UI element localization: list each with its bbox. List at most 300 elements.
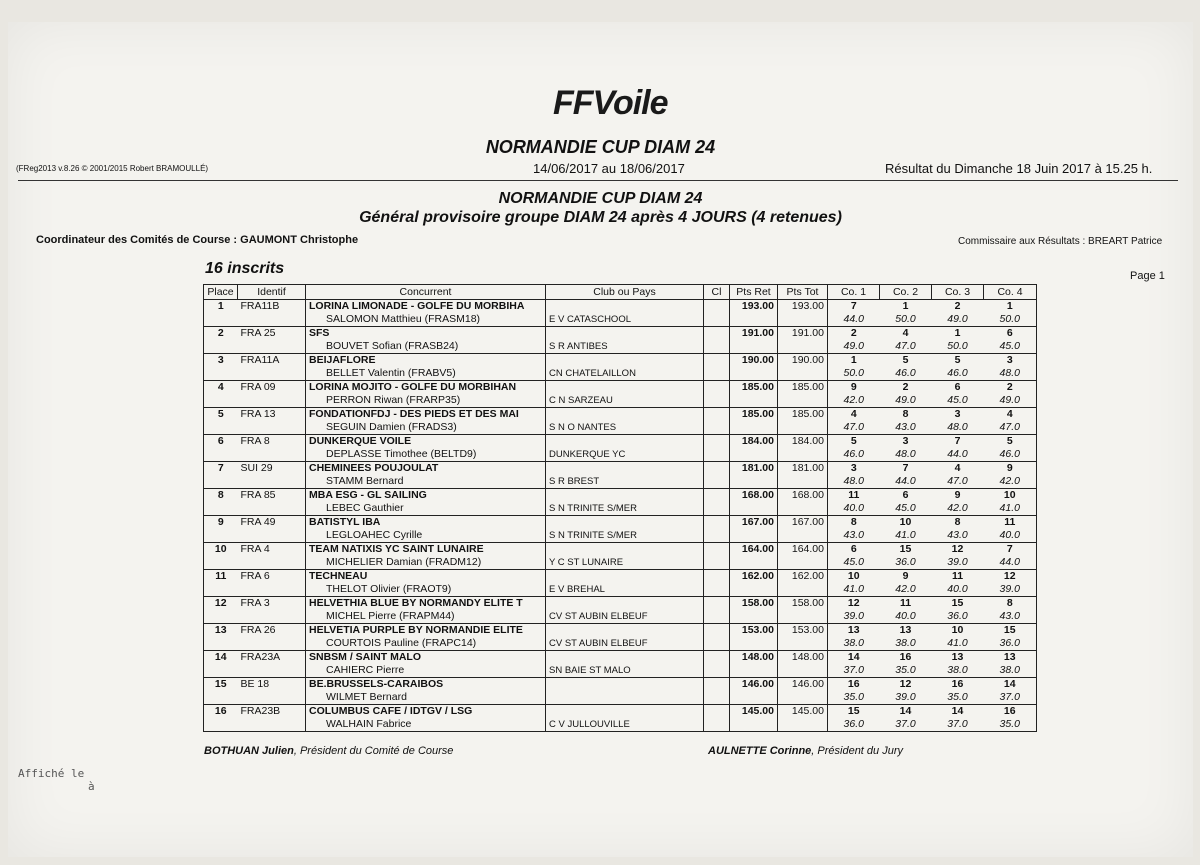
cl-cell: [704, 300, 730, 314]
jury-signature: AULNETTE Corinne, Président du Jury: [708, 745, 903, 757]
boat-name-cell: SNBSM / SAINT MALO: [306, 651, 546, 665]
place-cell-blank: [204, 529, 238, 543]
pts-tot-blank: [778, 340, 828, 354]
co3-points: 37.0: [932, 718, 984, 732]
entries-count: 16 inscrits: [205, 260, 285, 277]
skipper-cell: LEGLOAHEC Cyrille: [306, 529, 546, 543]
identif-cell: FRA 09: [238, 381, 306, 395]
pts-ret-blank: [730, 475, 778, 489]
co4-rank: 16: [984, 705, 1037, 719]
club-cell: Y C ST LUNAIRE: [546, 556, 704, 570]
pts-tot-blank: [778, 664, 828, 678]
club-cell-top: [546, 678, 704, 692]
co4-points: 42.0: [984, 475, 1037, 489]
skipper-cell: MICHEL Pierre (FRAPM44): [306, 610, 546, 624]
cl-cell-blank: [704, 691, 730, 705]
co1-points: 49.0: [843, 340, 864, 352]
skipper-cell: WILMET Bernard: [306, 691, 546, 705]
co3-points: 48.0: [947, 421, 968, 433]
pts-ret-cell: 184.00: [730, 435, 778, 449]
co2-rank: 12: [880, 678, 932, 692]
co4-points: 37.0: [984, 691, 1037, 705]
identif-cell: FRA 13: [238, 408, 306, 422]
boat-name-cell: COLUMBUS CAFE / IDTGV / LSG: [306, 705, 546, 719]
place-cell-blank: [204, 664, 238, 678]
pts-tot-blank: [778, 637, 828, 651]
cl-cell: [704, 327, 730, 341]
co2-points: 37.0: [880, 718, 932, 732]
club-cell-top: [546, 381, 704, 395]
co2-rank: 10: [880, 516, 932, 530]
skipper-cell: STAMM Bernard: [306, 475, 546, 489]
skipper-cell: BOUVET Sofian (FRASB24): [306, 340, 546, 354]
pts-ret-cell: 185.00: [730, 381, 778, 395]
co3-points: 42.0: [947, 502, 968, 514]
club-cell-top: [546, 354, 704, 368]
pts-ret-cell: 185.00: [730, 408, 778, 422]
co4-rank: 6: [984, 327, 1037, 341]
co2-points: 44.0: [895, 475, 916, 487]
co4-points: 43.0: [984, 610, 1037, 624]
skipper-cell: LEBEC Gauthier: [306, 502, 546, 516]
table-header: [204, 285, 1037, 300]
club-cell-top: [546, 705, 704, 719]
co1-rank: 14: [828, 651, 880, 665]
co1-rank: 5: [828, 435, 880, 449]
co3-points: 47.0: [947, 475, 968, 487]
identif-cell-blank: [238, 340, 306, 354]
table-row-detail: [204, 475, 1037, 489]
pts-ret-cell: 164.00: [730, 543, 778, 557]
co2-points: 35.0: [895, 664, 916, 676]
place-cell: 9: [204, 516, 238, 530]
co3-points: 44.0: [947, 448, 968, 460]
co4-points: 45.0: [984, 340, 1037, 354]
cl-cell-blank: [704, 394, 730, 408]
co4-rank: 3: [984, 354, 1037, 368]
cl-cell: [704, 489, 730, 503]
co3-rank: 1: [932, 327, 984, 341]
co1-rank: 9: [828, 381, 880, 395]
cl-cell: [704, 516, 730, 530]
co3-points: 40.0: [947, 583, 968, 595]
co2-rank: 14: [880, 705, 932, 719]
identif-cell-blank: [238, 664, 306, 678]
co1-rank: 12: [828, 597, 880, 611]
cl-cell: [704, 435, 730, 449]
table-row-detail: [204, 394, 1037, 408]
table-row: [204, 354, 1037, 368]
co1-rank: 1: [828, 354, 880, 368]
co2-points: 36.0: [895, 556, 916, 568]
co2-rank: 9: [880, 570, 932, 584]
pts-ret-blank: [730, 529, 778, 543]
co1-points: 36.0: [828, 718, 880, 732]
co4-rank: 10: [984, 489, 1037, 503]
co2-points: 49.0: [895, 394, 916, 406]
identif-cell: BE 18: [238, 678, 306, 692]
identif-cell-blank: [238, 502, 306, 516]
club-cell: SN BAIE ST MALO: [546, 664, 704, 678]
col-co4: Co. 4: [984, 285, 1037, 300]
co1-points: 38.0: [843, 637, 864, 649]
pts-ret-blank: [730, 394, 778, 408]
table-row: [204, 327, 1037, 341]
skipper-cell: MICHELIER Damian (FRADM12): [306, 556, 546, 570]
place-cell-blank: [204, 556, 238, 570]
cl-cell-blank: [704, 637, 730, 651]
col-co2: Co. 2: [880, 285, 932, 300]
pts-tot-blank: [778, 718, 828, 732]
pts-tot-cell: 185.00: [778, 381, 828, 395]
pts-ret-blank: [730, 421, 778, 435]
identif-cell-blank: [238, 421, 306, 435]
co3-rank: 12: [932, 543, 984, 557]
co3-points: 46.0: [947, 367, 968, 379]
identif-cell-blank: [238, 718, 306, 732]
co4-rank: 11: [984, 516, 1037, 530]
co1-points: 47.0: [843, 421, 864, 433]
table-row: [204, 597, 1037, 611]
co3-points: 41.0: [947, 637, 968, 649]
place-cell: 14: [204, 651, 238, 665]
pts-tot-blank: [778, 367, 828, 381]
co3-rank: 10: [932, 624, 984, 638]
co1-points: 43.0: [843, 529, 864, 541]
table-row: [204, 651, 1037, 665]
cl-cell: [704, 570, 730, 584]
pts-ret-blank: [730, 313, 778, 327]
co2-points: 45.0: [895, 502, 916, 514]
co3-rank: 4: [932, 462, 984, 476]
club-cell: DUNKERQUE YC: [546, 448, 704, 462]
table-row: [204, 705, 1037, 719]
results-sheet: [8, 22, 1193, 857]
co2-points: 38.0: [895, 637, 916, 649]
table-row-detail: [204, 610, 1037, 624]
co3-rank: 5: [932, 354, 984, 368]
identif-cell: FRA11A: [238, 354, 306, 368]
table-row: [204, 462, 1037, 476]
pts-ret-blank: [730, 610, 778, 624]
col-cl: Cl: [704, 285, 730, 300]
cl-cell-blank: [704, 313, 730, 327]
co2-points: 48.0: [895, 448, 916, 460]
co2-points: 39.0: [895, 691, 916, 703]
pts-ret-blank: [730, 502, 778, 516]
table-row: [204, 381, 1037, 395]
table-row: [204, 408, 1037, 422]
club-cell: C V JULLOUVILLE: [546, 718, 704, 732]
co1-rank: 13: [828, 624, 880, 638]
pts-tot-cell: 181.00: [778, 462, 828, 476]
co1-points: 45.0: [843, 556, 864, 568]
co3-rank: 9: [932, 489, 984, 503]
place-cell: 10: [204, 543, 238, 557]
identif-cell-blank: [238, 313, 306, 327]
skipper-cell: WALHAIN Fabrice: [306, 718, 546, 732]
pts-tot-blank: [778, 610, 828, 624]
table-row-detail: [204, 637, 1037, 651]
identif-cell-blank: [238, 637, 306, 651]
table-row-detail: [204, 556, 1037, 570]
identif-cell-blank: [238, 367, 306, 381]
co3-points: 39.0: [947, 556, 968, 568]
boat-name-cell: HELVETHIA BLUE BY NORMANDY ELITE T: [306, 597, 546, 611]
co1-points: 44.0: [843, 313, 864, 325]
cl-cell: [704, 597, 730, 611]
club-cell-top: [546, 543, 704, 557]
co4-points: 40.0: [984, 529, 1037, 543]
boat-name-cell: HELVETIA PURPLE BY NORMANDIE ELITE: [306, 624, 546, 638]
results-subtitle: Général provisoire groupe DIAM 24 après 4 JOURS (4 retenues): [359, 209, 842, 226]
co2-rank: 6: [880, 489, 932, 503]
pts-ret-blank: [730, 367, 778, 381]
pts-ret-blank: [730, 583, 778, 597]
identif-cell-blank: [238, 610, 306, 624]
place-cell-blank: [204, 448, 238, 462]
cl-cell: [704, 462, 730, 476]
ffvoile-logo: FFVoile: [553, 84, 668, 122]
table-row: [204, 570, 1037, 584]
club-cell-top: [546, 516, 704, 530]
identif-cell-blank: [238, 394, 306, 408]
co4-rank: 2: [984, 381, 1037, 395]
place-cell: 4: [204, 381, 238, 395]
boat-name-cell: TEAM NATIXIS YC SAINT LUNAIRE: [306, 543, 546, 557]
co4-rank: 4: [984, 408, 1037, 422]
identif-cell: FRA 49: [238, 516, 306, 530]
event-dates: 14/06/2017 au 18/06/2017: [533, 161, 685, 176]
place-cell-blank: [204, 313, 238, 327]
identif-cell: FRA 3: [238, 597, 306, 611]
place-cell-blank: [204, 475, 238, 489]
co3-rank: 16: [932, 678, 984, 692]
pts-ret-cell: 181.00: [730, 462, 778, 476]
boat-name-cell: LORINA LIMONADE - GOLFE DU MORBIHA: [306, 300, 546, 314]
co4-rank: 15: [984, 624, 1037, 638]
skipper-cell: BELLET Valentin (FRABV5): [306, 367, 546, 381]
identif-cell-blank: [238, 691, 306, 705]
co1-rank: 4: [828, 408, 880, 422]
divider: [18, 180, 1178, 181]
cl-cell-blank: [704, 421, 730, 435]
club-cell-top: [546, 300, 704, 314]
pts-ret-blank: [730, 691, 778, 705]
pts-tot-cell: 193.00: [778, 300, 828, 314]
page-number: Page 1: [1130, 270, 1165, 282]
identif-cell-blank: [238, 529, 306, 543]
co2-rank: 11: [880, 597, 932, 611]
pts-tot-blank: [778, 394, 828, 408]
results-commissioner: Commissaire aux Résultats : BREART Patrice: [958, 236, 1163, 247]
co2-rank: 15: [880, 543, 932, 557]
identif-cell: FRA23A: [238, 651, 306, 665]
skipper-cell: SEGUIN Damien (FRADS3): [306, 421, 546, 435]
co1-points: 41.0: [843, 583, 864, 595]
co1-rank: 10: [828, 570, 880, 584]
co4-rank: 9: [984, 462, 1037, 476]
place-cell-blank: [204, 340, 238, 354]
skipper-cell: PERRON Riwan (FRARP35): [306, 394, 546, 408]
table-row-detail: [204, 340, 1037, 354]
club-cell-top: [546, 408, 704, 422]
results-table: [203, 284, 1037, 732]
place-cell: 3: [204, 354, 238, 368]
club-cell-top: [546, 462, 704, 476]
co4-rank: 7: [984, 543, 1037, 557]
place-cell-blank: [204, 637, 238, 651]
co1-points: 35.0: [843, 691, 864, 703]
result-timestamp: Résultat du Dimanche 18 Juin 2017 à 15.25 h.: [885, 161, 1153, 176]
pts-tot-cell: 190.00: [778, 354, 828, 368]
co4-points: 46.0: [984, 448, 1037, 462]
pts-tot-cell: 184.00: [778, 435, 828, 449]
co3-rank: 11: [932, 570, 984, 584]
pts-ret-cell: 146.00: [730, 678, 778, 692]
co3-points: 45.0: [947, 394, 968, 406]
boat-name-cell: BE.BRUSSELS-CARAIBOS: [306, 678, 546, 692]
club-cell: CN CHATELAILLON: [546, 367, 704, 381]
co1-rank: 6: [828, 543, 880, 557]
co3-rank: 2: [932, 300, 984, 314]
co4-points: 36.0: [984, 637, 1037, 651]
club-cell: [546, 691, 704, 705]
cl-cell-blank: [704, 340, 730, 354]
boat-name-cell: DUNKERQUE VOILE: [306, 435, 546, 449]
co1-rank: 15: [828, 705, 880, 719]
co3-rank: 13: [932, 651, 984, 665]
club-cell: E V BREHAL: [546, 583, 704, 597]
pts-ret-cell: 145.00: [730, 705, 778, 719]
place-cell-blank: [204, 610, 238, 624]
identif-cell-blank: [238, 475, 306, 489]
club-cell: S R ANTIBES: [546, 340, 704, 354]
col-concurrent: Concurrent: [306, 285, 546, 300]
table-row-detail: [204, 367, 1037, 381]
table-row-detail: [204, 421, 1037, 435]
identif-cell-blank: [238, 448, 306, 462]
pts-ret-blank: [730, 340, 778, 354]
cl-cell-blank: [704, 664, 730, 678]
identif-cell: FRA 26: [238, 624, 306, 638]
col-place: Place: [204, 285, 238, 300]
place-cell: 12: [204, 597, 238, 611]
co2-rank: 4: [880, 327, 932, 341]
cl-cell-blank: [704, 583, 730, 597]
club-cell-top: [546, 489, 704, 503]
co1-rank: 2: [828, 327, 880, 341]
cl-cell-blank: [704, 556, 730, 570]
identif-cell: FRA 25: [238, 327, 306, 341]
co1-points: 46.0: [843, 448, 864, 460]
co4-points: 44.0: [984, 556, 1037, 570]
results-title: NORMANDIE CUP DIAM 24: [498, 190, 703, 207]
col-co1: Co. 1: [828, 285, 880, 300]
co3-rank: 3: [932, 408, 984, 422]
table-row: [204, 678, 1037, 692]
table-row-detail: [204, 583, 1037, 597]
co1-rank: 8: [828, 516, 880, 530]
co4-points: 41.0: [984, 502, 1037, 516]
club-cell: C N SARZEAU: [546, 394, 704, 408]
club-cell: S N TRINITE S/MER: [546, 529, 704, 543]
boat-name-cell: BATISTYL IBA: [306, 516, 546, 530]
co1-points: 48.0: [843, 475, 864, 487]
race-committee-signature: BOTHUAN Julien, Président du Comité de Course: [204, 745, 454, 757]
identif-cell-blank: [238, 556, 306, 570]
pts-tot-blank: [778, 529, 828, 543]
cl-cell: [704, 705, 730, 719]
co4-rank: 12: [984, 570, 1037, 584]
co2-rank: 1: [880, 300, 932, 314]
co3-rank: 15: [932, 597, 984, 611]
pts-tot-cell: 153.00: [778, 624, 828, 638]
place-cell: 2: [204, 327, 238, 341]
table-row-detail: [204, 448, 1037, 462]
place-cell-blank: [204, 421, 238, 435]
co4-points: 48.0: [984, 367, 1037, 381]
cl-cell-blank: [704, 448, 730, 462]
skipper-cell: SALOMON Matthieu (FRASM18): [306, 313, 546, 327]
boat-name-cell: BEIJAFLORE: [306, 354, 546, 368]
skipper-cell: COURTOIS Pauline (FRAPC14): [306, 637, 546, 651]
boat-name-cell: FONDATIONFDJ - DES PIEDS ET DES MAI: [306, 408, 546, 422]
co4-points: 47.0: [984, 421, 1037, 435]
club-cell: S N O NANTES: [546, 421, 704, 435]
pts-ret-cell: 148.00: [730, 651, 778, 665]
co3-points: 38.0: [947, 664, 968, 676]
cl-cell-blank: [704, 718, 730, 732]
co3-points: 36.0: [947, 610, 968, 622]
cl-cell: [704, 678, 730, 692]
co1-points: 39.0: [843, 610, 864, 622]
co4-rank: 1: [984, 300, 1037, 314]
place-cell: 8: [204, 489, 238, 503]
table-row: [204, 624, 1037, 638]
place-cell-blank: [204, 502, 238, 516]
pts-tot-blank: [778, 421, 828, 435]
co4-points: 38.0: [984, 664, 1037, 678]
co1-rank: 16: [828, 678, 880, 692]
identif-cell: FRA23B: [238, 705, 306, 719]
co3-points: 35.0: [947, 691, 968, 703]
table-row: [204, 543, 1037, 557]
co1-points: 50.0: [843, 367, 864, 379]
pts-ret-blank: [730, 664, 778, 678]
boat-name-cell: CHEMINEES POUJOULAT: [306, 462, 546, 476]
identif-cell: FRA 4: [238, 543, 306, 557]
club-cell-top: [546, 435, 704, 449]
table-row-detail: [204, 691, 1037, 705]
place-cell: 5: [204, 408, 238, 422]
identif-cell: FRA 85: [238, 489, 306, 503]
table-row-detail: [204, 529, 1037, 543]
race-coordinator: Coordinateur des Comités de Course : GAUMONT Christophe: [36, 234, 359, 246]
co3-rank: 6: [932, 381, 984, 395]
skipper-cell: DEPLASSE Timothee (BELTD9): [306, 448, 546, 462]
pts-ret-cell: 167.00: [730, 516, 778, 530]
co3-points: 49.0: [947, 313, 968, 325]
co4-points: 35.0: [984, 718, 1037, 732]
club-cell-top: [546, 570, 704, 584]
posted-stamp: Affiché le à: [18, 767, 95, 793]
club-cell: CV ST AUBIN ELBEUF: [546, 610, 704, 624]
place-cell-blank: [204, 691, 238, 705]
club-cell-top: [546, 597, 704, 611]
pts-tot-cell: 168.00: [778, 489, 828, 503]
table-row-detail: [204, 313, 1037, 327]
